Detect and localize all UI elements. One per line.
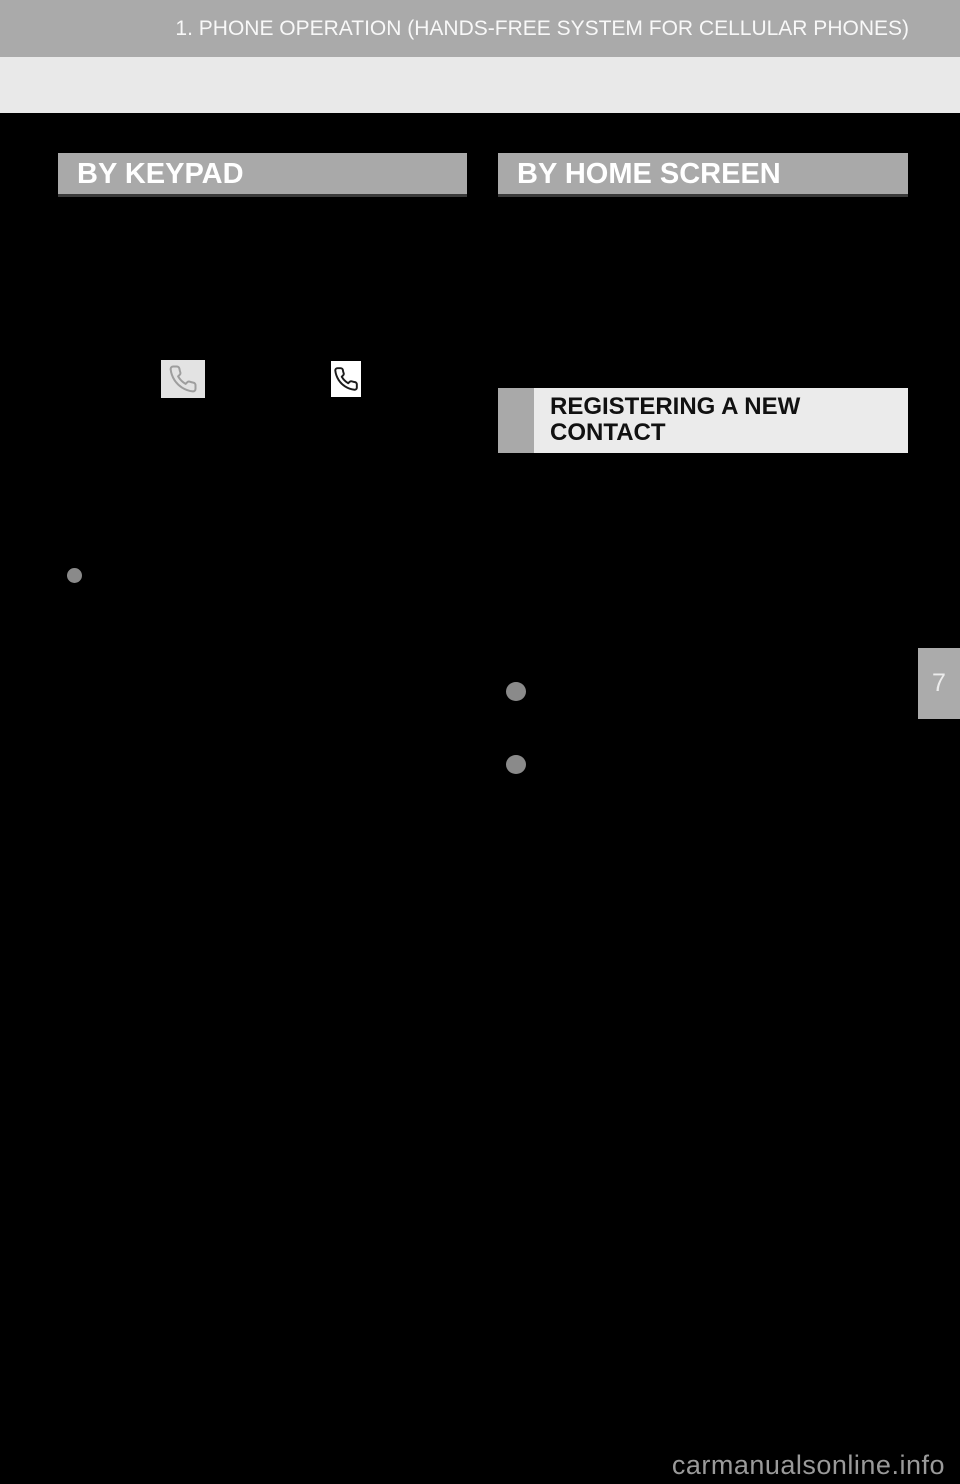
- header-lower-strip: [0, 57, 960, 113]
- subsection-title: [550, 394, 800, 446]
- bullet-marker: [67, 568, 82, 583]
- subsection-title-line1: REGISTERING A NEW: [550, 393, 801, 420]
- section-header-by-keypad: [58, 153, 467, 197]
- chapter-header-bar: [0, 0, 960, 57]
- phone-handset-icon: [331, 361, 361, 397]
- phone-handset-icon: [161, 360, 205, 398]
- section-header-by-home-screen: [498, 153, 908, 197]
- bullet-marker: [506, 682, 526, 701]
- chapter-title: 1. PHONE OPERATION (HANDS-FREE SYSTEM FOR CELLULAR PHONES): [175, 17, 909, 40]
- chapter-tab: [918, 648, 960, 719]
- subsection-accent-block: [498, 388, 534, 453]
- subsection-header-registering-new-contact: [498, 388, 908, 453]
- section-title-label: BY HOME SCREEN: [517, 158, 781, 190]
- watermark-text: carmanualsonline.info: [671, 1450, 945, 1480]
- subsection-title-line2: CONTACT: [550, 419, 666, 446]
- bullet-marker: [506, 755, 526, 774]
- chapter-tab-number: 7: [932, 669, 946, 697]
- section-title-label: BY KEYPAD: [77, 158, 244, 190]
